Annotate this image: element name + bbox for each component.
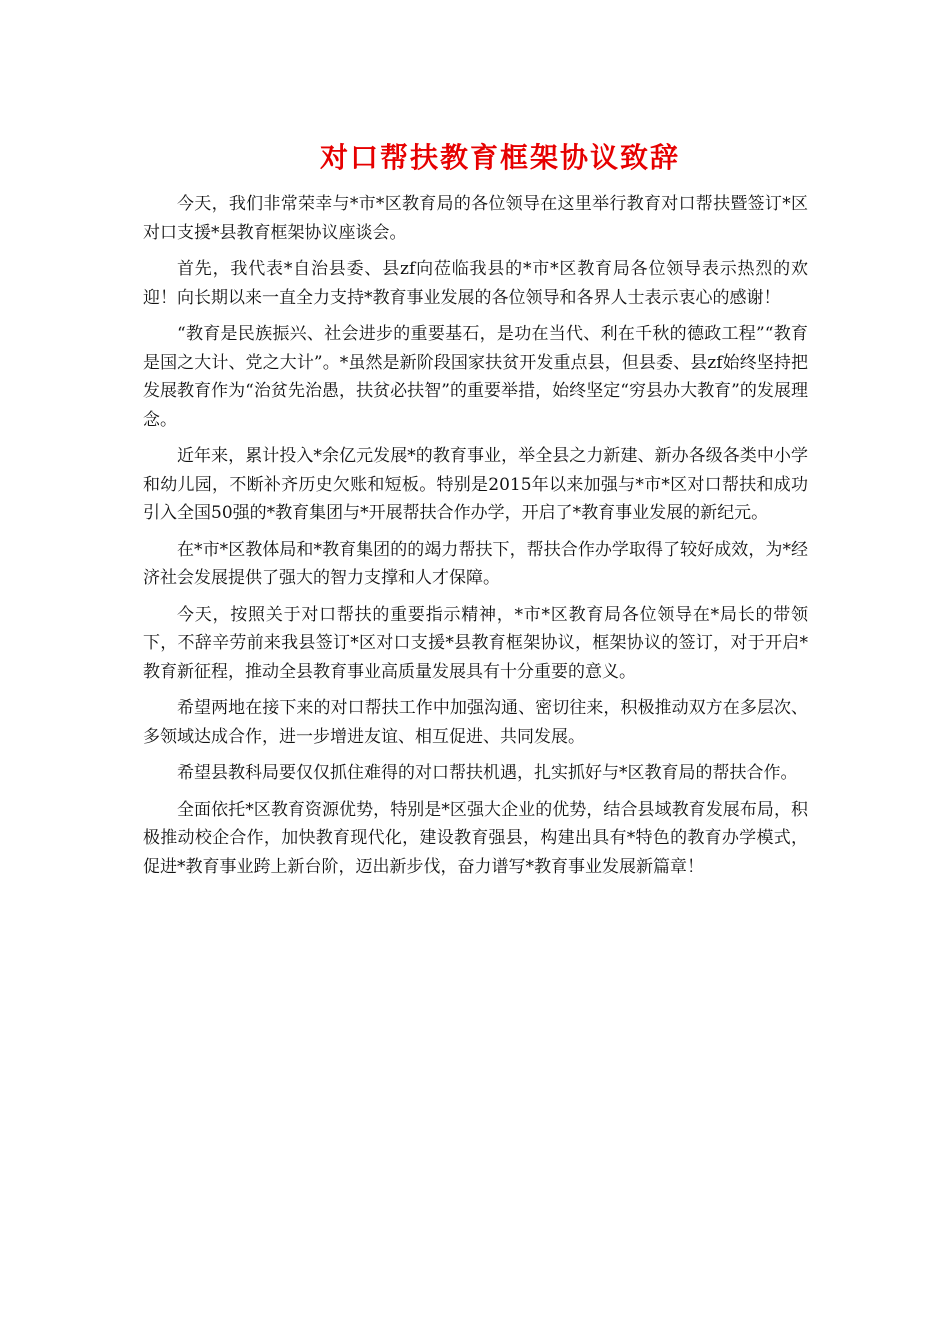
- paragraph: 在*市*区教体局和*教育集团的的竭力帮扶下，帮扶合作办学取得了较好成效，为*经济社会发展提供了强大的智力支撑和人才保障。: [143, 539, 808, 588]
- paragraph: “教育是民族振兴、社会进步的重要基石，是功在当代、利在千秋的德政工程”“教育是国之大计、党之大计”。*虽然是新阶段国家扶贫开发重点县，但县委、县zf始终坚持把发展教育作为“治贫先治愚，扶贫必扶智”的重要举措，始终坚定“穷县办大教育”的发展理念。: [143, 324, 808, 430]
- paragraph: 首先，我代表*自治县委、县zf向莅临我县的*市*区教育局各位领导表示热烈的欢迎！向长期以来一直全力支持*教育事业发展的各位领导和各界人士表示衷心的感谢！: [143, 259, 808, 308]
- document-title: 对口帮扶教育框架协议致辞: [319, 141, 680, 174]
- paragraph: 希望县教科局要仅仅抓住难得的对口帮扶机遇，扎实抓好与*区教育局的帮扶合作。: [177, 763, 798, 783]
- paragraph: 全面依托*区教育资源优势，特别是*区强大企业的优势，结合县域教育发展布局，积极推动校企合作，加快教育现代化，建设教育强县，构建出具有*特色的教育办学模式，促进*教育事业跨上新台阶，迈出新步伐，奋力谱写*教育事业发展新篇章！: [143, 799, 808, 877]
- paragraph: 希望两地在接下来的对口帮扶工作中加强沟通、密切往来，积极推动双方在多层次、多领域达成合作，进一步增进友谊、相互促进、共同发展。: [143, 698, 808, 747]
- paragraph: 今天，按照关于对口帮扶的重要指示精神，*市*区教育局各位领导在*局长的带领下，不辞辛劳前来我县签订*区对口支援*县教育框架协议，框架协议的签订，对于开启*教育新征程，推动全县教育事业高质量发展具有十分重要的意义。: [143, 604, 808, 682]
- paragraph: 今天，我们非常荣幸与*市*区教育局的各位领导在这里举行教育对口帮扶暨签订*区对口支援*县教育框架协议座谈会。: [143, 194, 808, 243]
- paragraph: 近年来，累计投入*余亿元发展*的教育事业，举全县之力新建、新办各级各类中小学和幼儿园，不断补齐历史欠账和短板。特别是2015年以来加强与*市*区对口帮扶和成功引入全国50强的*教育集团与*开展帮扶合作办学，开启了*教育事业发展的新纪元。: [143, 446, 808, 523]
- document-body: [143, 190, 808, 889]
